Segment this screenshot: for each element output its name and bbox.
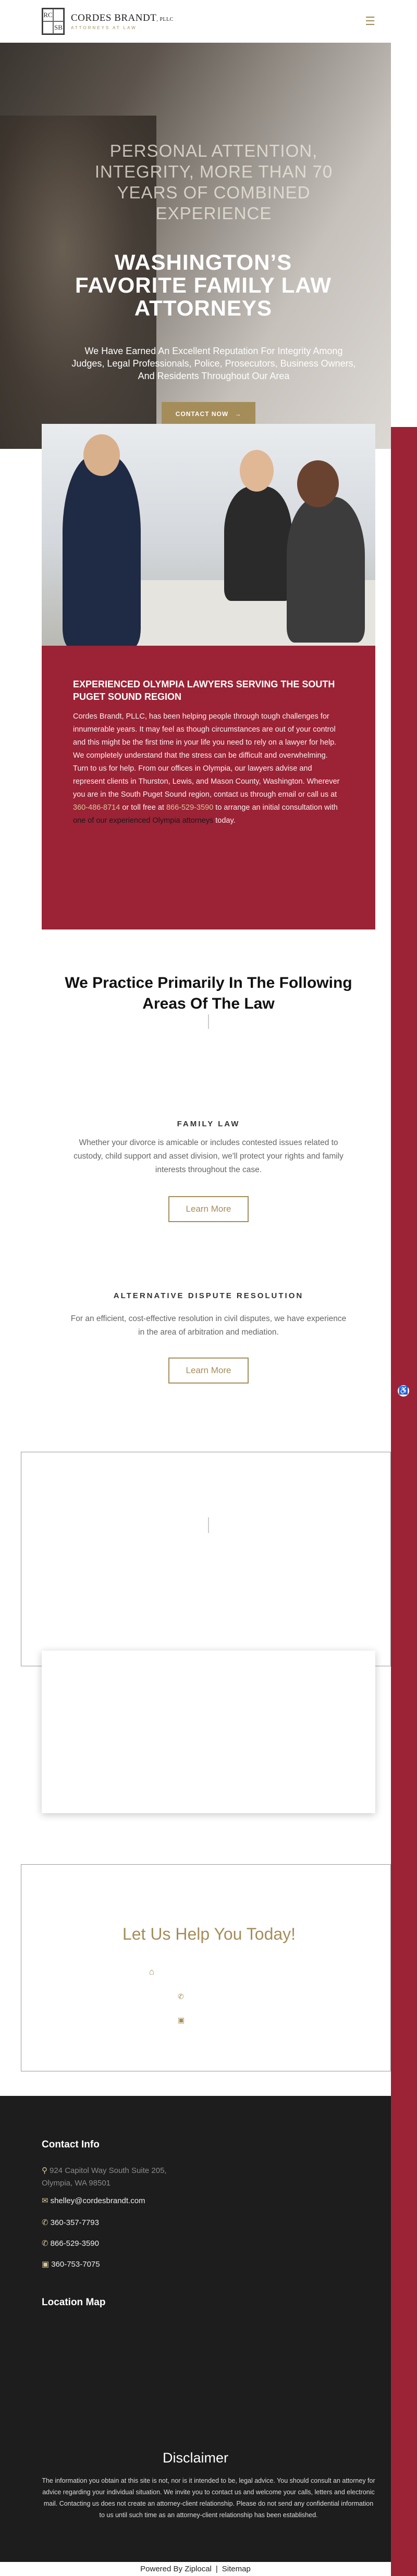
contact-now-label: CONTACT NOW xyxy=(175,410,229,418)
bottom-bar xyxy=(0,2562,391,2576)
contact-info-heading: Contact Info xyxy=(42,2139,100,2150)
attorneys-link[interactable]: one of our experienced Olympia attorneys xyxy=(73,816,214,825)
toll-free-phone-link[interactable]: 866-529-3590 xyxy=(166,803,214,812)
hero-tagline: PERSONAL ATTENTION, INTEGRITY, MORE THAN 70 YEARS OF COMBINED EXPERIENCE xyxy=(94,141,333,223)
about-heading: EXPERIENCED OLYMPIA LAWYERS SERVING THE SOUTH PUGET SOUND REGION xyxy=(73,679,335,702)
about-body: Cordes Brandt, PLLC, has been helping people through tough challenges for innumerable years. It may feel as though circumstances are out of your control and this might be the first time in your life you need to rely on a lawyer for help. We completely understand that the stress can be difficult and overwhelming. Turn to us for help. From our offices in Olympia, our lawyers advise and represent clients in Thurston, Lewis, and Mason County, Washington. Wherever you are in the South Puget Sound region, contact us through email or call us at 360-486-8714 or toll free at 866-529-3590 to arrange an initial consultation with one of our experienced Olympia attorneys today. xyxy=(73,712,340,825)
content-block xyxy=(21,1452,391,1666)
practice-areas-title: We Practice Primarily In The Following Areas Of The Law xyxy=(65,974,352,1012)
phone-link[interactable]: 360-486-8714 xyxy=(73,803,120,812)
phone-link[interactable]: ✆ 360-357-7793 xyxy=(42,2218,99,2227)
content-card xyxy=(42,1651,375,1813)
disclaimer-title: Disclaimer xyxy=(162,2450,228,2466)
location-pin-icon: ⚲ xyxy=(42,2166,47,2175)
logo-letter xyxy=(43,21,53,34)
logo-text[interactable] xyxy=(71,12,174,30)
logo-subtitle: ATTORNEYS AT LAW xyxy=(71,26,137,30)
fax-icon: ▣ xyxy=(42,2260,50,2269)
adr-learn-more-button[interactable]: Learn More xyxy=(168,1358,249,1384)
photo-person xyxy=(287,497,365,643)
family-law-title: FAMILY LAW xyxy=(177,1120,240,1128)
phone-icon: ✆ xyxy=(178,1992,184,2001)
section-divider xyxy=(208,1014,209,1029)
location-map-heading: Location Map xyxy=(42,2297,106,2308)
photo-person xyxy=(63,455,141,646)
help-title: Let Us Help You Today! xyxy=(122,1925,296,1943)
logo-letter: RC xyxy=(43,9,53,21)
hero-section xyxy=(0,43,391,449)
site-header xyxy=(0,0,417,43)
arrow-right-icon: → xyxy=(235,410,242,418)
address-line-2: Olympia, WA 98501 xyxy=(42,2179,111,2188)
email-link[interactable]: ✉ shelley@cordesbrandt.com xyxy=(42,2196,145,2205)
hero-description: We Have Earned An Excellent Reputation For Integrity Among Judges, Legal Professionals, Police, Prosecutors, Business Owners, And Residents Throughout Our Area xyxy=(71,346,356,381)
photo-person-head xyxy=(83,434,120,476)
logo-letter: SB xyxy=(53,21,64,34)
logo-letter xyxy=(53,9,64,21)
toll-free-phone-link[interactable]: ✆ 866-529-3590 xyxy=(42,2239,99,2248)
logo-mark[interactable] xyxy=(42,8,65,35)
about-card xyxy=(42,646,375,929)
logo-name: CORDES BRANDT, PLLC xyxy=(71,12,174,23)
family-law-description: Whether your divorce is amicable or includes contested issues related to custody, child support and asset division, we'll protect your rights and family interests throughout the case. xyxy=(73,1138,344,1174)
phone-icon: ✆ xyxy=(42,2218,48,2227)
accessibility-icon[interactable]: ♿ xyxy=(398,1385,409,1397)
phone-icon: ✆ xyxy=(42,2239,48,2248)
site-footer xyxy=(0,2096,391,2576)
powered-by-link[interactable]: Powered By Ziplocal xyxy=(140,2565,212,2573)
contact-block xyxy=(21,1864,391,2071)
sitemap-link[interactable]: Sitemap xyxy=(222,2565,251,2573)
home-icon: ⌂ xyxy=(149,1967,155,1977)
fax-icon: ▣ xyxy=(178,2016,185,2024)
envelope-icon: ✉ xyxy=(42,2196,48,2205)
photo-person xyxy=(224,486,292,601)
right-accent-bar xyxy=(391,427,417,2576)
adr-description: For an efficient, cost-effective resolution in civil disputes, we have experience in the area of arbitration and mediation. xyxy=(70,1314,347,1337)
handshake-meeting-photo xyxy=(42,424,375,646)
disclaimer-text: The information you obtain at this site is not, nor is it intended to be, legal advice. You should consult an attorney for advice regarding your individual situation. We invite you to contact us and welcome your calls, letters and electronic mail. Contacting us does not create an attorney-client relationship. Please do not send any confidential information to us until such time as an attorney-client relationship has been established. xyxy=(42,2477,375,2519)
adr-title: ALTERNATIVE DISPUTE RESOLUTION xyxy=(113,1291,304,1300)
fax-number: ▣ 360-753-7075 xyxy=(42,2260,100,2269)
photo-person-head xyxy=(297,460,339,507)
contact-now-button[interactable] xyxy=(162,402,255,426)
family-law-learn-more-button[interactable]: Learn More xyxy=(168,1196,249,1222)
separator: | xyxy=(215,2565,218,2573)
photo-person-head xyxy=(240,450,274,492)
hamburger-menu-icon[interactable]: ☰ xyxy=(365,15,375,28)
section-divider xyxy=(208,1517,209,1533)
address: ⚲ 924 Capitol Way South Suite 205, xyxy=(42,2166,167,2175)
hero-title: WASHINGTON’S FAVORITE FAMILY LAW ATTORNEYS xyxy=(75,250,332,320)
